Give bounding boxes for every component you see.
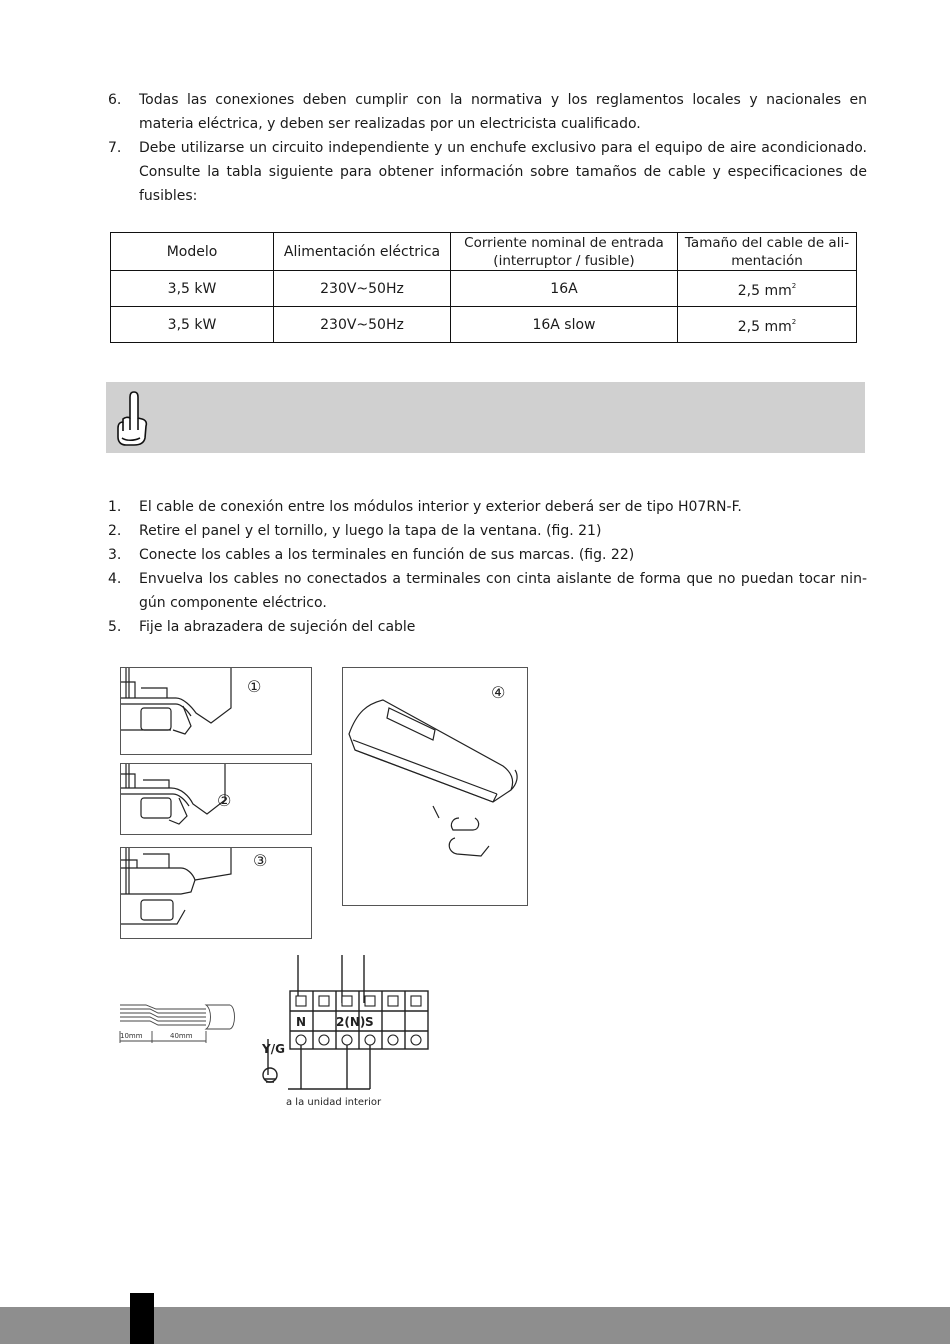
list-item: [0, 543, 867, 567]
indoor-unit-clamp-illustration: [343, 668, 527, 905]
cable-size-value: 2,5 mm: [737, 319, 792, 335]
list-item: [0, 615, 867, 639]
list-item-number: 7.: [108, 140, 122, 156]
figure-step-3: [120, 847, 312, 939]
table-header-row: [111, 233, 857, 271]
list-item-text: Retire el panel y el tornillo, y luego la tapa de la ventana. (fig. 21): [139, 523, 602, 539]
table-cell: 3,5 kW: [111, 271, 274, 307]
unit-superscript: 2: [791, 318, 797, 326]
table-cell: 230V~50Hz: [274, 271, 451, 307]
list-top: [0, 88, 867, 208]
step-3-number: ③: [253, 851, 268, 870]
list-item-number: 1.: [108, 499, 122, 515]
list-item-text: Conecte los cables a los terminales en función de sus marcas. (fig. 22): [139, 547, 635, 563]
table-header-cell: Corriente nominal de entrada (interruptor / fusible): [451, 233, 678, 271]
figure-step-2: [120, 763, 312, 835]
list-item: [0, 495, 867, 519]
cable-size-value: 2,5 mm: [737, 283, 792, 299]
pointing-hand-icon: [112, 388, 152, 448]
list-item-text: Envuelva los cables no conectados a terminales con cinta aislante de forma que no puedan tocar nin-gún componente eléctrico.: [139, 571, 867, 611]
unit-superscript: 2: [791, 282, 797, 290]
list-item-number: 5.: [108, 619, 122, 635]
table-cell: 3,5 kW: [111, 307, 274, 343]
list-item-number: 6.: [108, 92, 122, 108]
terminal-caption: a la unidad interior: [286, 1097, 382, 1108]
note-bar: [106, 382, 865, 453]
table-cell: [678, 307, 857, 343]
dim-10-label: 10mm: [120, 1032, 143, 1040]
list-item: [0, 88, 867, 136]
terminal-label-s: S: [365, 1015, 374, 1029]
cable-strip-diagram: [116, 995, 240, 1047]
outdoor-unit-panel-illustration: [121, 668, 311, 754]
list-item-text: El cable de conexión entre los módulos interior y exterior deberá ser de tipo H07RN-F.: [139, 499, 742, 515]
table-cell: 16A slow: [451, 307, 678, 343]
table-cell: 16A: [451, 271, 678, 307]
ground-label: Y/G: [262, 1042, 285, 1056]
list-item: [0, 519, 867, 543]
list-item-text: Fije la abrazadera de sujeción del cable: [139, 619, 416, 635]
list-bottom: [0, 495, 867, 639]
table-header-cell: Modelo: [111, 233, 274, 271]
terminal-label-n: N: [296, 1015, 307, 1029]
step-1-number: ①: [247, 677, 262, 696]
list-item: [0, 136, 867, 208]
outdoor-unit-screw-illustration: [121, 764, 311, 834]
list-item: [0, 567, 867, 615]
list-item-number: 4.: [108, 571, 122, 587]
outdoor-unit-cover-illustration: [121, 848, 311, 938]
list-item-text: Todas las conexiones deben cumplir con la normativa y los reglamentos locales y nacionales en materia eléctrica, y deben ser realizadas por un electricista cualificado.: [139, 92, 867, 132]
list-item-number: 2.: [108, 523, 122, 539]
step-4-number: ④: [491, 683, 506, 702]
terminal-label-2n: 2(N): [336, 1015, 366, 1029]
list-item-text: Debe utilizarse un circuito independiente y un enchufe exclusivo para el equipo de aire acondicionado. Consulte la tabla siguiente para obtener información sobre tamaños de cable y especificaciones de fusibles:: [139, 140, 867, 204]
step-2-number: ②: [217, 791, 232, 810]
table-header-cell: Alimentación eléctrica: [274, 233, 451, 271]
table-cell: 230V~50Hz: [274, 307, 451, 343]
spec-table: [110, 232, 857, 343]
table-row: [111, 307, 857, 343]
list-item-number: 3.: [108, 547, 122, 563]
table-row: [111, 271, 857, 307]
figure-step-1: [120, 667, 312, 755]
table-header-cell: Tamaño del cable de ali-mentación: [678, 233, 857, 271]
footer-page-tab: [130, 1293, 154, 1344]
dim-40-label: 40mm: [170, 1032, 193, 1040]
terminal-block-diagram: [258, 955, 434, 1095]
figure-step-4: [342, 667, 528, 906]
table-cell: [678, 271, 857, 307]
